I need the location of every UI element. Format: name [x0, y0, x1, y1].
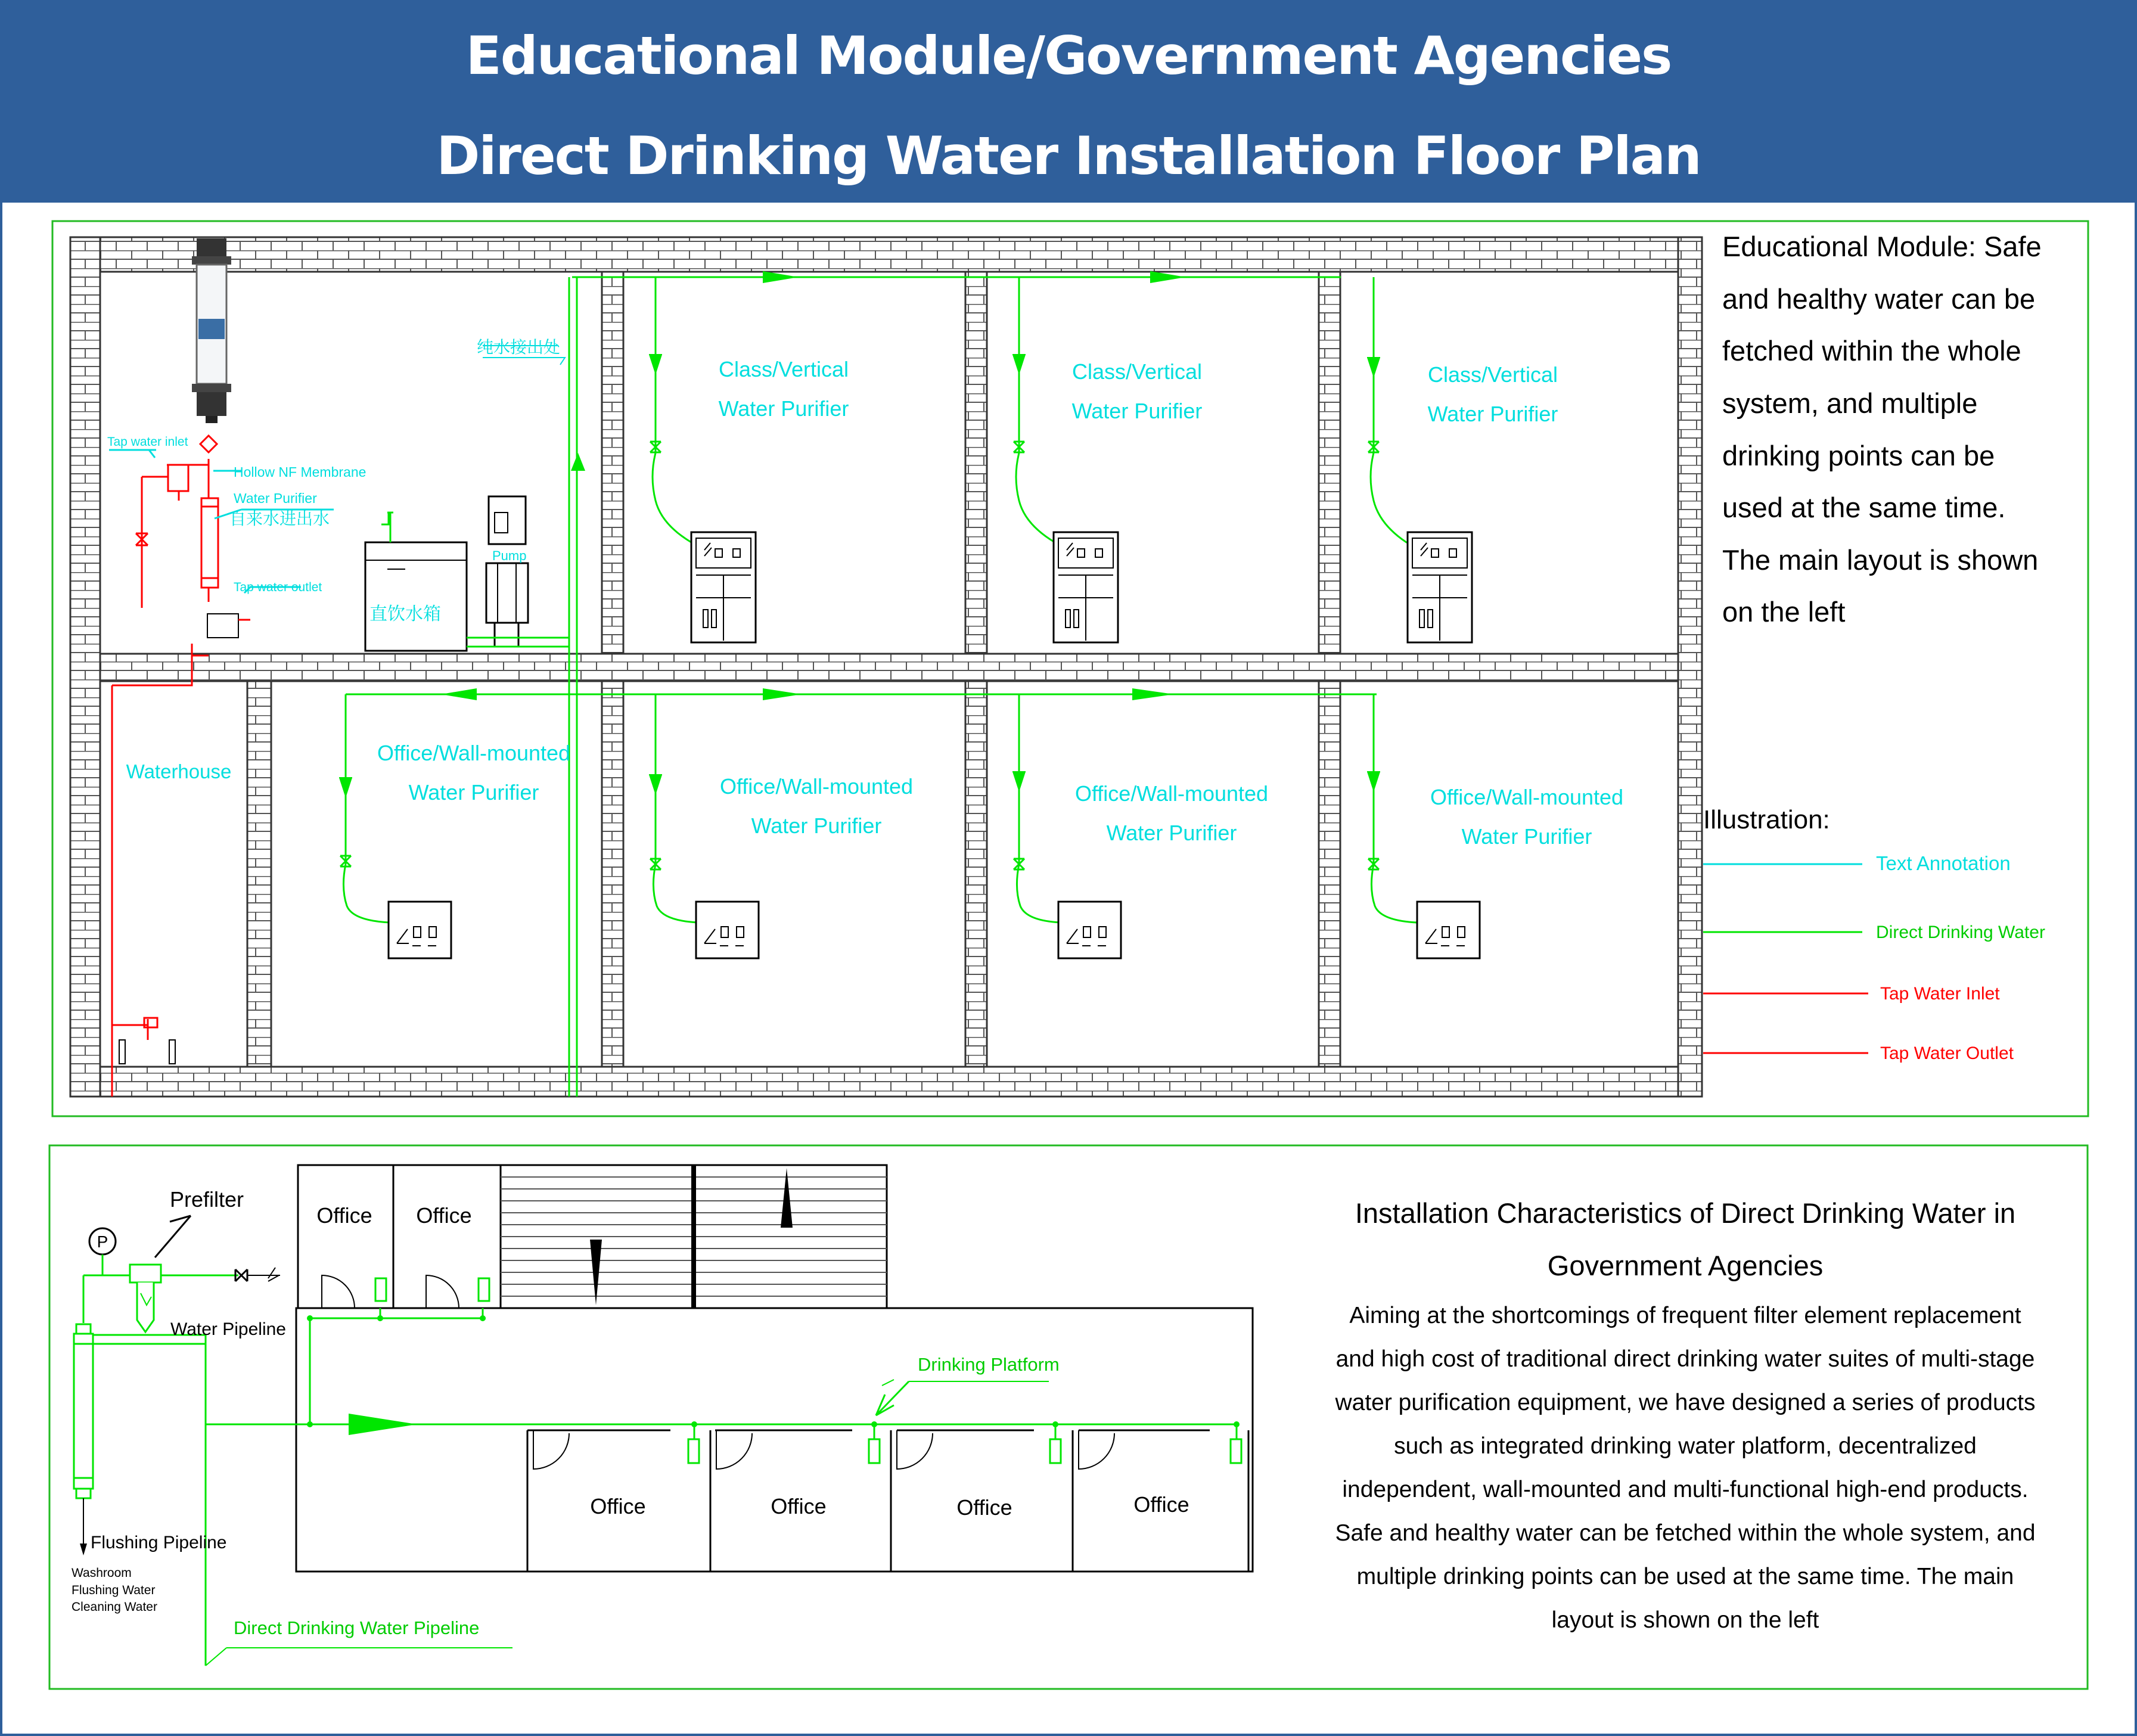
flushing-water-label: Flushing Water: [72, 1583, 156, 1597]
top-desc-line: and healthy water can be: [1722, 283, 2036, 315]
legend-label-text-annotation: Text Annotation: [1876, 852, 2011, 874]
bottom-body-line: multiple drinking points can be used at the same time. The main: [1356, 1564, 2014, 1589]
title-line-2: Direct Drinking Water Installation Floor Plan: [436, 125, 1701, 187]
office-room-2-label-line1: Office/Wall-mounted: [719, 774, 914, 799]
wall-purifier-1: [389, 902, 451, 958]
office-room-4-label-line2: Water Purifier: [1461, 824, 1592, 849]
class-room-3-label-line2: Water Purifier: [1427, 402, 1558, 426]
flushing-pipeline-label: Flushing Pipeline: [91, 1533, 227, 1552]
top-desc-line: drinking points can be: [1722, 440, 1995, 471]
legend-title: Illustration:: [1703, 805, 1830, 834]
legend-label-tap-water-outlet: Tap Water Outlet: [1880, 1044, 2014, 1063]
class-purifier-1: [691, 532, 756, 642]
legend-label-tap-water-inlet: Tap Water Inlet: [1880, 984, 2000, 1004]
class-room-1-label-line2: Water Purifier: [718, 396, 849, 421]
prefilter-icon: [130, 1265, 161, 1332]
legend: [1703, 805, 2045, 1063]
pump-label: Pump: [492, 548, 527, 563]
class-purifier-3: [1408, 532, 1472, 642]
office-room-3-label-line2: Water Purifier: [1106, 821, 1237, 845]
class-purifier-2: [1054, 532, 1118, 642]
legend-label-direct-drinking-water: Direct Drinking Water: [1876, 923, 2045, 942]
top-desc-line: Educational Module: Safe: [1722, 231, 2042, 262]
bottom-body-line: layout is shown on the left: [1551, 1607, 1819, 1633]
tap-water-inlet-label: Tap water inlet: [107, 435, 188, 449]
class-room-1-label-line1: Class/Vertical: [718, 357, 849, 381]
drinking-platform-label: Drinking Platform: [918, 1354, 1060, 1375]
office-room-4-label-line1: Office/Wall-mounted: [1430, 785, 1624, 809]
nf-membrane-icon: [74, 1324, 93, 1555]
class-room-3-label-line1: Class/Vertical: [1427, 362, 1558, 387]
bottom-heading-line2: Government Agencies: [1547, 1250, 1824, 1281]
water-purifier-label: Water Purifier: [234, 490, 317, 506]
office-label: Office: [771, 1494, 827, 1518]
wall-purifier-3: [1058, 902, 1121, 958]
office-label: Office: [956, 1495, 1012, 1520]
office-room-2-label-line2: Water Purifier: [751, 813, 882, 838]
top-desc-line: on the left: [1722, 596, 1846, 628]
class-room-2-label-line1: Class/Vertical: [1071, 359, 1203, 384]
hollow-nf-membrane-icon: [192, 238, 231, 423]
office-label: Office: [316, 1203, 372, 1228]
waterhouse-label: Waterhouse: [126, 760, 232, 782]
cn-label-2: 自来水进出水: [229, 510, 330, 528]
washroom-label: Washroom: [72, 1566, 132, 1580]
title-line-1: Educational Module/Government Agencies: [465, 25, 1672, 86]
top-description: [1722, 231, 2042, 628]
bottom-body-line: such as integrated drinking water platform, decentralized: [1394, 1433, 1977, 1459]
bottom-heading-line1: Installation Characteristics of Direct Drinking Water in: [1355, 1197, 2016, 1229]
top-desc-line: fetched within the whole: [1722, 335, 2021, 367]
pressure-gauge-label: P: [97, 1232, 108, 1251]
office-room-3-label-line1: Office/Wall-mounted: [1074, 781, 1269, 806]
hollow-nf-membrane-label: Hollow NF Membrane: [234, 464, 366, 480]
water-tank: [365, 513, 467, 651]
class-room-2-label-line2: Water Purifier: [1071, 399, 1203, 423]
bottom-description: [1334, 1197, 2035, 1633]
bottom-body-line: Safe and healthy water can be fetched within the whole system, and: [1335, 1520, 2036, 1546]
prefilter-label: Prefilter: [170, 1187, 244, 1212]
office-room-1-label-line2: Water Purifier: [408, 780, 539, 805]
wall-purifier-2: [696, 902, 759, 958]
bottom-body-line: and high cost of traditional direct drinking water suites of multi-stage: [1335, 1346, 2035, 1372]
water-pipeline-label: Water Pipeline: [170, 1319, 286, 1339]
cn-label-1: 纯水接出处: [477, 338, 561, 356]
direct-drinking-water-pipeline-label: Direct Drinking Water Pipeline: [234, 1617, 480, 1638]
office-label: Office: [1133, 1492, 1189, 1517]
cn-label-3: 直饮水箱: [369, 604, 441, 624]
cleaning-water-label: Cleaning Water: [72, 1600, 157, 1614]
pump-icon: [467, 277, 569, 647]
top-desc-line: used at the same time.: [1722, 492, 2006, 523]
direct-drinking-water-pipes: [339, 271, 1417, 1097]
office-label: Office: [416, 1203, 472, 1228]
tap-water-outlet-label: Tap water outlet: [234, 580, 322, 594]
top-desc-line: The main layout is shown: [1722, 544, 2039, 576]
office-label: Office: [590, 1494, 646, 1518]
bottom-body-line: Aiming at the shortcomings of frequent filter element replacement: [1349, 1303, 2021, 1328]
office-room-1-label-line1: Office/Wall-mounted: [377, 741, 571, 765]
bottom-body-line: independent, wall-mounted and multi-functional high-end products.: [1342, 1477, 2029, 1502]
bottom-body-line: water purification equipment, we have designed a series of products: [1335, 1390, 2036, 1415]
top-desc-line: system, and multiple: [1722, 387, 1978, 419]
wall-purifier-4: [1417, 902, 1480, 958]
